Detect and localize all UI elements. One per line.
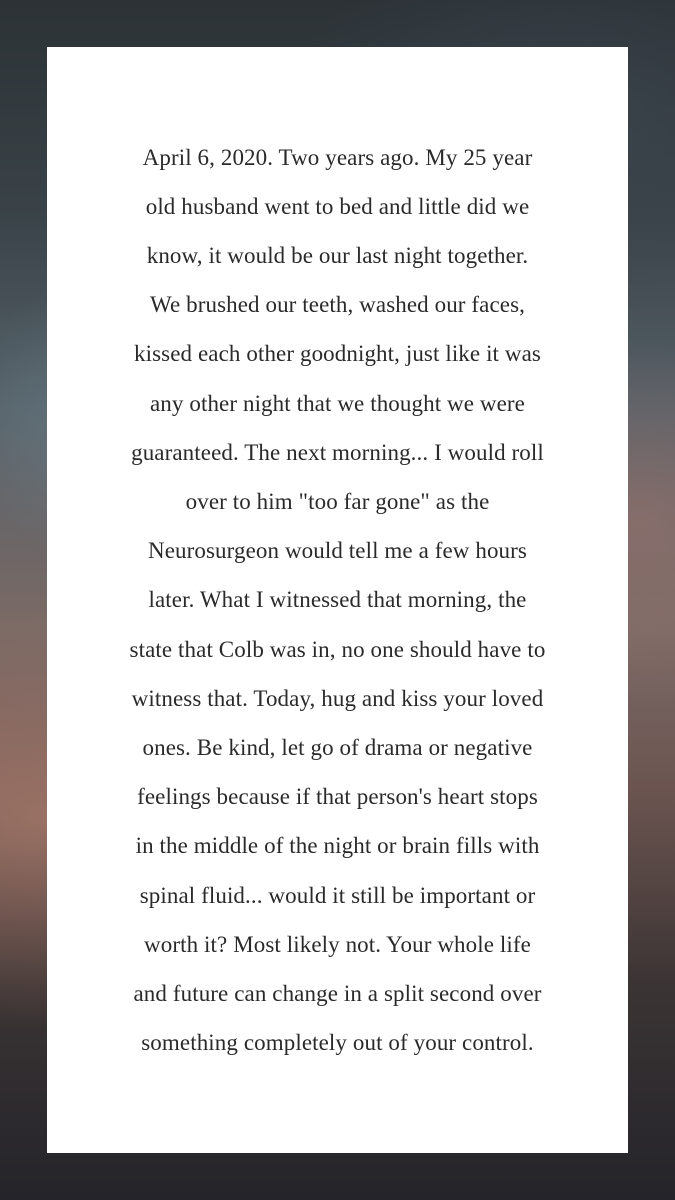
story-line: Neurosurgeon would tell me a few hours — [148, 538, 527, 564]
story-line: later. What I witnessed that morning, the — [148, 587, 527, 613]
story-line: old husband went to bed and little did we — [145, 193, 530, 219]
story-text — [58, 133, 618, 1068]
story-line: and future can change in a split second over — [133, 981, 542, 1007]
story-line: feelings because if that person's heart stops — [137, 784, 538, 810]
story-line: over to him "too far gone" as the — [185, 488, 490, 514]
story-line: witness that. Today, hug and kiss your loved — [131, 685, 544, 711]
story-line: any other night that we thought we were — [150, 390, 525, 416]
text-card — [47, 47, 628, 1153]
story-line: ones. Be kind, let go of drama or negative — [142, 735, 533, 760]
story-line: know, it would be our last night together. — [146, 242, 529, 268]
story-line: April 6, 2020. Two years ago. My 25 year — [142, 144, 533, 170]
story-line: something completely out of your control. — [141, 1030, 534, 1056]
story-line: in the middle of the night or brain fills with — [135, 833, 540, 859]
story-line: kissed each other goodnight, just like it was — [134, 341, 541, 367]
story-line: We brushed our teeth, washed our faces, — [149, 292, 526, 318]
story-line: worth it? Most likely not. Your whole life — [144, 931, 531, 957]
story-line: state that Colb was in, no one should have to — [129, 636, 546, 662]
story-line: spinal fluid... would it still be important or — [139, 882, 536, 908]
story-line: guaranteed. The next morning... I would roll — [131, 439, 544, 465]
